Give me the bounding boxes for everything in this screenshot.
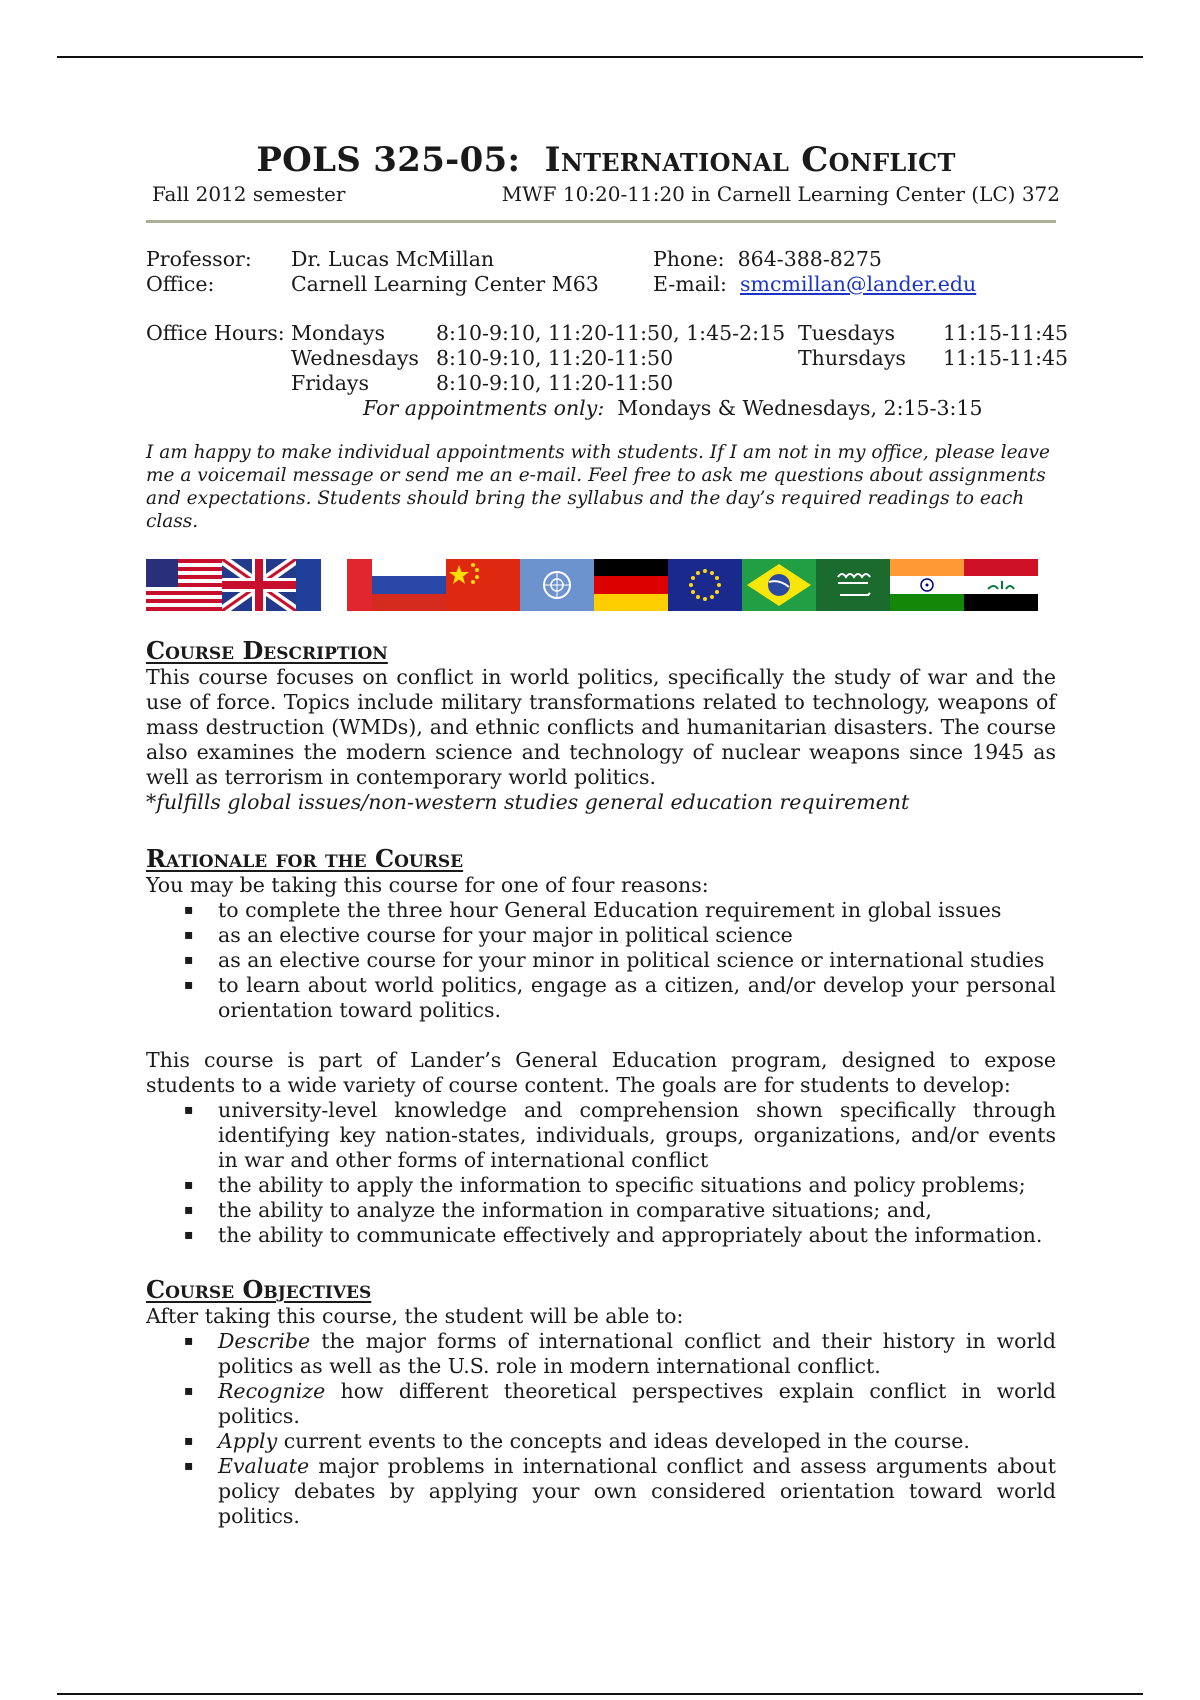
list-item: ▪ as an elective course for your major in political science	[218, 923, 1056, 948]
availability-note: I am happy to make individual appointments with students. If I am not in my office, please leave me a voicemail message or send me an e-mail. Feel free to ask me questions about assignments and expectations. Students should bring the syllabus and the day’s required readings to each class.	[146, 442, 1050, 532]
objective-text: how different theoretical perspectives explain conflict in world politics.	[218, 1379, 1056, 1428]
appointments-label: For appointments only	[363, 396, 598, 420]
un-flag	[520, 559, 594, 611]
gen-ed-note: *fulfills global issues/non-western studies general education requirement	[146, 790, 910, 814]
objectives-heading: Course Objectives	[146, 1275, 372, 1304]
appointments-value: Mondays & Wednesdays, 2:15-3:15	[617, 396, 983, 420]
objective-text: the major forms of international conflict and their history in world politics as well as the U.S. role in modern international conflict.	[218, 1329, 1056, 1378]
professor-name: Dr. Lucas McMillan	[291, 247, 495, 271]
list-item: ▪ university-level knowledge and comprehension shown specifically through identifying key nation-states, individuals, groups, organizations, and/or events in war and other forms of international conflict	[218, 1098, 1056, 1173]
hours-time-2: 11:15-11:45	[943, 346, 1069, 370]
china-flag	[446, 559, 520, 611]
syllabus-page	[146, 140, 1069, 1529]
professor-label: Professor:	[146, 247, 252, 271]
usa-flag	[146, 559, 222, 611]
objective-text: major problems in international conflict and assess arguments about policy debates by applying your own considered orientation toward world politics.	[218, 1454, 1056, 1528]
saudi-arabia-flag	[816, 559, 890, 611]
meeting-time: MWF 10:20-11:20 in Carnell Learning Center (LC) 372	[501, 182, 1060, 206]
list-item: ▪ to complete the three hour General Education requirement in global issues	[218, 898, 1056, 923]
hours-day-2: Tuesdays	[798, 321, 895, 345]
office-hours-label: Office Hours:	[146, 321, 285, 345]
program-intro: This course is part of Lander’s General Education program, designed to expose students to a wide variety of course content. The goals are for students to develop:	[146, 1048, 1056, 1097]
list-item: ▪ as an elective course for your minor in political science or international studies	[218, 948, 1056, 973]
hours-time: 8:10-9:10, 11:20-11:50	[436, 371, 674, 395]
list-item	[218, 1329, 1056, 1379]
hours-time-2: 11:15-11:45	[943, 321, 1069, 345]
course-subheader	[146, 182, 1060, 206]
email-label: E-mail:	[653, 272, 727, 296]
list-item: ▪ the ability to apply the information to specific situations and policy problems;	[218, 1173, 1056, 1198]
course-name: International Conflict	[544, 140, 956, 180]
list-item	[218, 1454, 1056, 1529]
objective-verb: Recognize	[218, 1379, 326, 1403]
hours-time: 8:10-9:10, 11:20-11:50, 1:45-2:15	[436, 321, 786, 345]
list-item: ▪ to learn about world politics, engage as a citizen, and/or develop your personal orientation toward politics.	[218, 973, 1056, 1023]
brazil-flag	[742, 559, 816, 611]
hours-day: Mondays	[291, 321, 385, 345]
hours-time: 8:10-9:10, 11:20-11:50	[436, 346, 674, 370]
eu-flag	[668, 559, 742, 611]
objective-verb: Describe	[218, 1329, 311, 1353]
office-location: Carnell Learning Center M63	[291, 272, 599, 296]
objective-verb: Evaluate	[218, 1454, 310, 1478]
rationale-intro: You may be taking this course for one of four reasons:	[146, 873, 709, 897]
hours-day: Wednesdays	[291, 346, 419, 370]
rationale-heading: Rationale for the Course	[146, 844, 464, 873]
objective-verb: Apply	[218, 1429, 278, 1453]
course-description-body: This course focuses on conflict in world politics, specifically the study of war and the use of force. Topics include military transformations related to technology, weapons of mass destruction (WMDs), and ethnic conflicts and humanitarian disasters. The course also examines the modern science and technology of nuclear weapons since 1945 as well as terrorism in contemporary world politics.	[146, 665, 1056, 789]
email-link[interactable]: smcmillan@lander.edu	[740, 272, 977, 296]
office-hours	[146, 321, 1069, 421]
objectives-intro: After taking this course, the student will be able to:	[146, 1304, 684, 1328]
france-flag	[296, 559, 372, 611]
list-item	[218, 1379, 1056, 1429]
russia-flag	[372, 559, 446, 611]
uk-flag	[222, 559, 296, 611]
objectives-list	[146, 1329, 1056, 1529]
course-code: POLS 325-05:	[256, 140, 521, 180]
course-description-heading: Course Description	[146, 636, 388, 665]
top-rule	[57, 56, 1143, 58]
page-title	[156, 140, 1056, 180]
semester: Fall 2012 semester	[152, 182, 346, 206]
office-label: Office:	[146, 272, 215, 296]
list-item: ▪ the ability to communicate effectively and appropriately about the information.	[218, 1223, 1056, 1248]
list-item: ▪ the ability to analyze the information in comparative situations; and,	[218, 1198, 1056, 1223]
bottom-rule	[57, 1693, 1143, 1695]
flag-banner	[146, 559, 1032, 611]
reasons-list	[146, 898, 1056, 1023]
title-divider	[146, 220, 1056, 223]
hours-day-2: Thursdays	[798, 346, 906, 370]
contact-info	[146, 247, 1056, 297]
hours-day: Fridays	[291, 371, 370, 395]
india-flag	[890, 559, 964, 611]
list-item	[218, 1429, 1056, 1454]
objective-text: current events to the concepts and ideas developed in the course.	[277, 1429, 970, 1453]
appointments-line: For appointments only: Mondays & Wednesdays, 2:15-3:15	[363, 396, 983, 420]
iraq-flag	[964, 559, 1038, 611]
phone-number: 864-388-8275	[737, 247, 882, 271]
phone-label: Phone:	[653, 247, 725, 271]
goals-list	[146, 1098, 1056, 1248]
germany-flag	[594, 559, 668, 611]
